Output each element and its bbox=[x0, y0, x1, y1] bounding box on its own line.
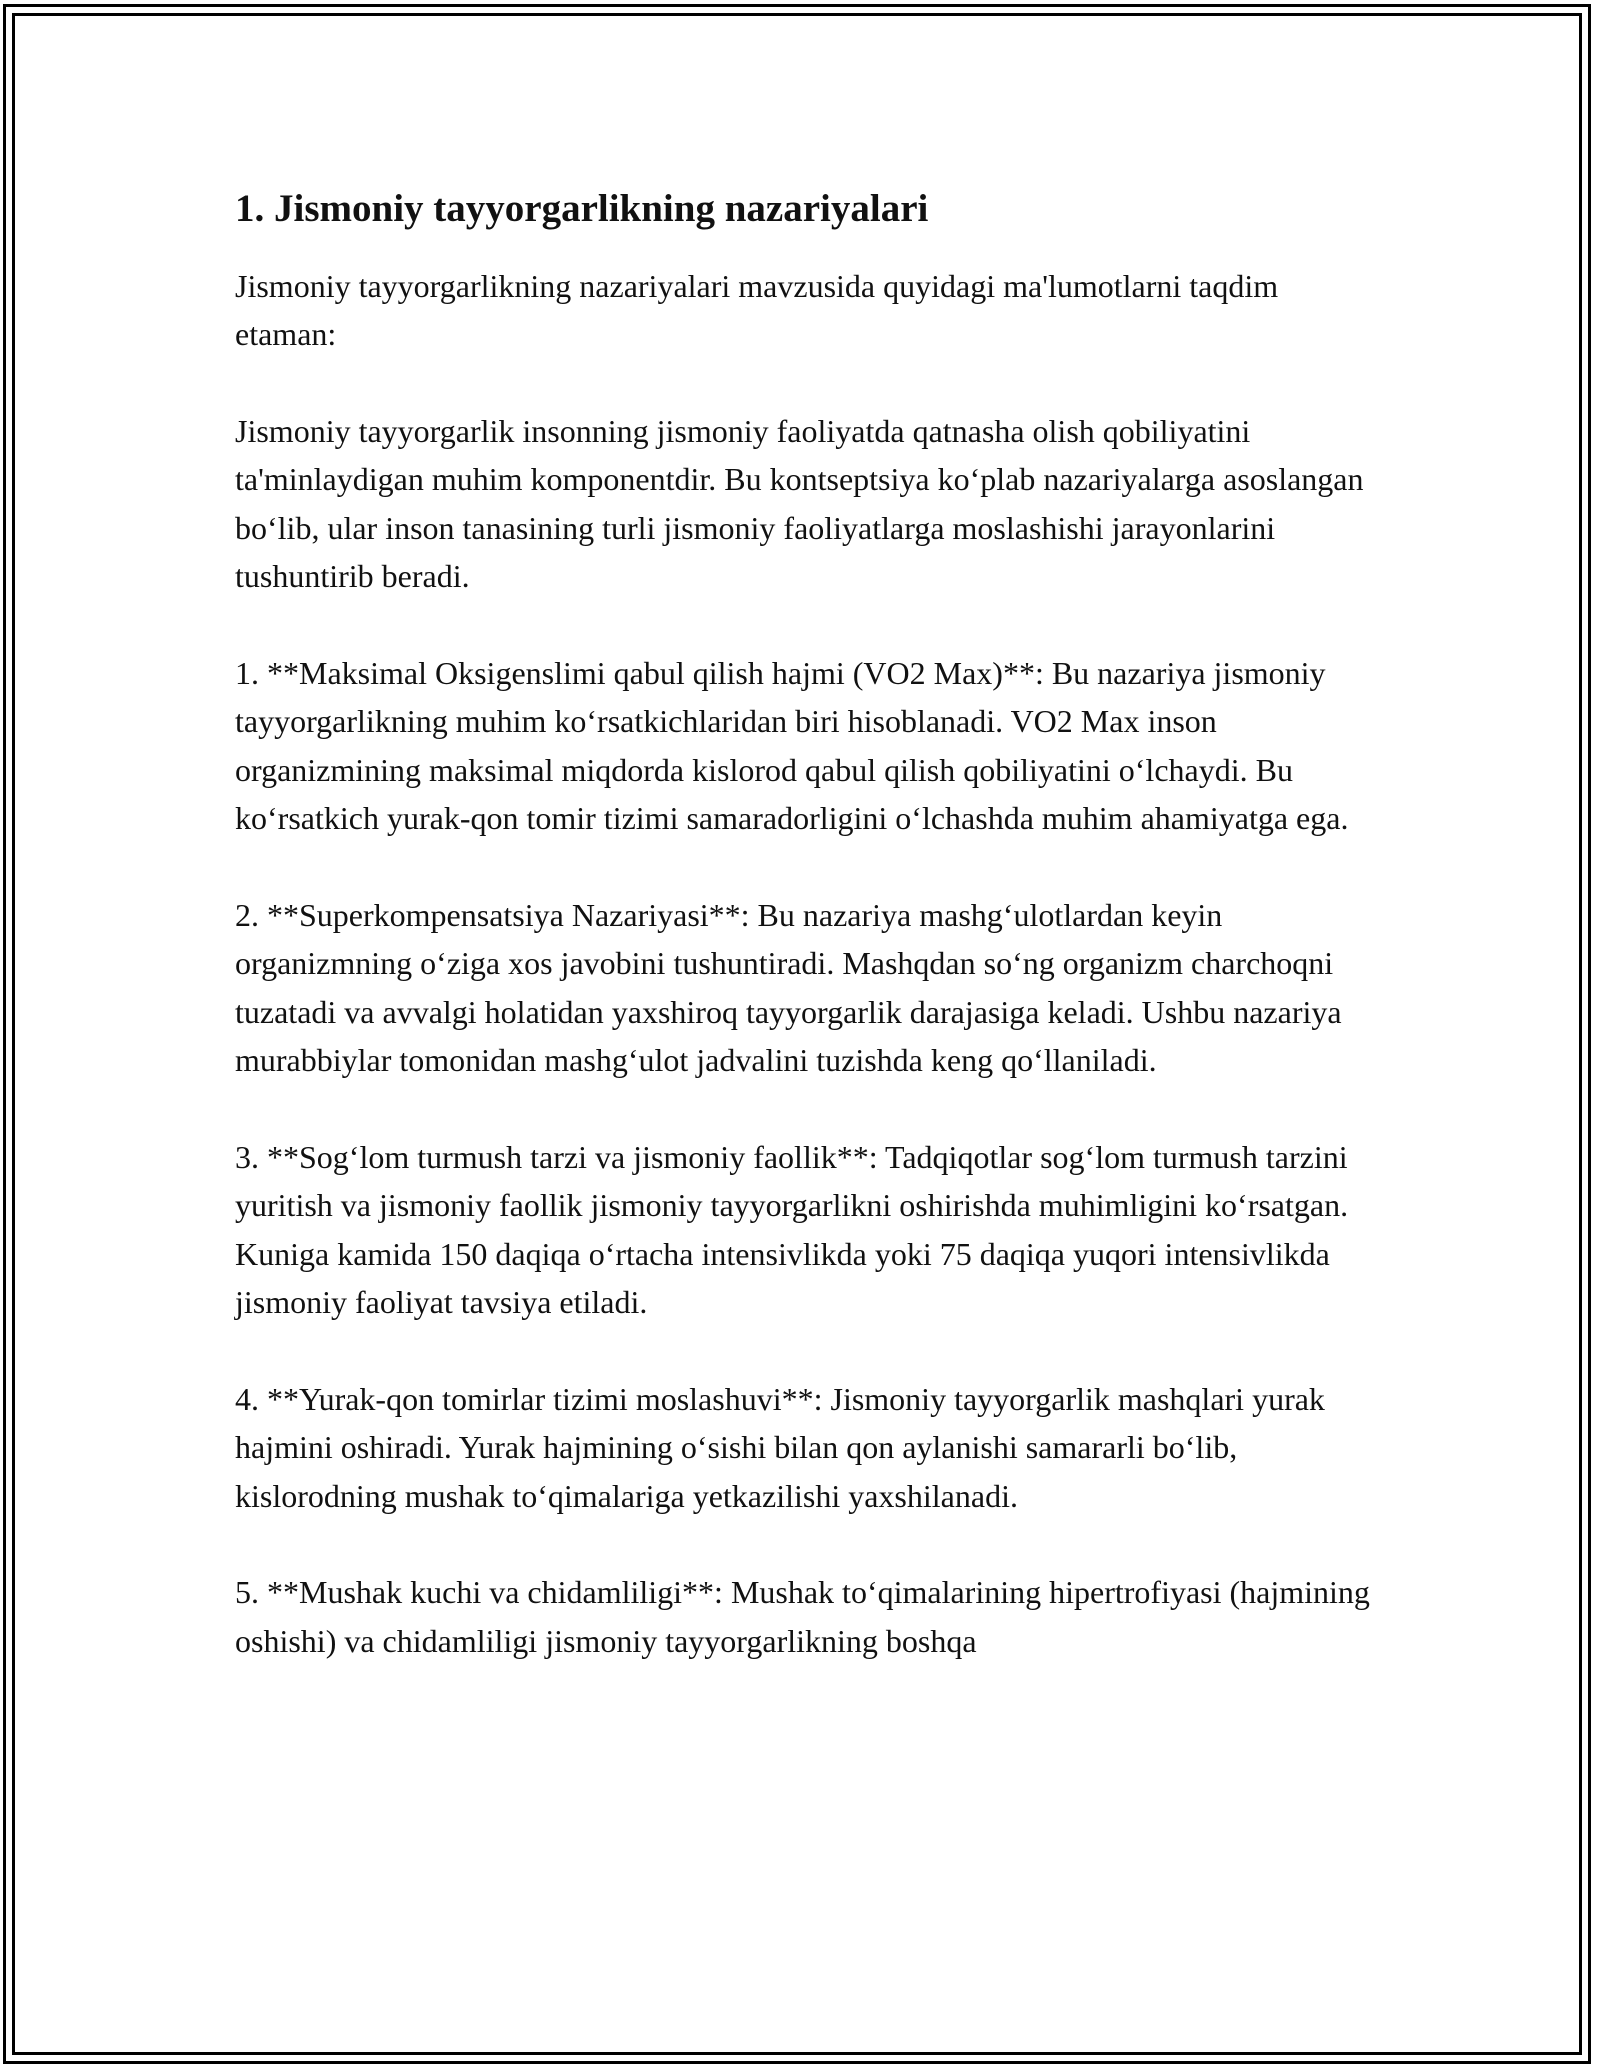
paragraph-item-3: 3. **Sogʻlom turmush tarzi va jismoniy faollik**: Tadqiqotlar sogʻlom turmush tarzini yuritish va jismoniy faollik jismoniy tayyorgarlikni oshirishda muhimligini koʻrsatgan. Kuniga kamida 150 daqiqa oʻrtacha intensivlikda yoki 75 daqiqa yuqori intensivlikda jismoniy faoliyat tavsiya etiladi. bbox=[235, 1138, 1349, 1321]
paragraph-item-2: 2. **Superkompensatsiya Nazariyasi**: Bu nazariya mashgʻulotlardan keyin organizmning oʻziga xos javobini tushuntiradi. Mashqdan soʻng organizm charchoqni tuzatadi va avvalgi holatidan yaxshiroq tayyorgarlik darajasiga keladi. Ushbu nazariya murabbiylar tomonidan mashgʻulot jadvalini tuzishda keng qoʻllaniladi. bbox=[235, 896, 1342, 1079]
paragraph-item-4: 4. **Yurak-qon tomirlar tizimi moslashuvi**: Jismoniy tayyorgarlik mashqlari yurak hajmini oshiradi. Yurak hajmining oʻsishi bilan qon aylanishi samararli boʻlib, kislorodning mushak toʻqimalariga yetkazilishi yaxshilanadi. bbox=[235, 1380, 1325, 1514]
paragraph-intro: Jismoniy tayyorgarlikning nazariyalari mavzusida quyidagi ma'lumotlarni taqdim etaman: bbox=[235, 267, 1279, 353]
document-title: 1. Jismoniy tayyorgarlikning nazariyalari bbox=[235, 187, 929, 230]
paragraph-item-5: 5. **Mushak kuchi va chidamliligi**: Mushak toʻqimalarining hipertrofiyasi (hajmining oshishi) va chidamliligi jismoniy tayyorgarlikning boshqa bbox=[235, 1574, 1370, 1659]
document-body bbox=[235, 185, 1375, 1713]
paragraph-item-1: 1. **Maksimal Oksigenslimi qabul qilish hajmi (VO2 Max)**: Bu nazariya jismoniy tayyorgarlikning muhim koʻrsatkichlaridan biri hisoblanadi. VO2 Max inson organizmining maksimal miqdorda kislorod qabul qilish qobiliyatini oʻlchaydi. Bu koʻrsatkich yurak-qon tomir tizimi samaradorligini oʻlchashda muhim ahamiyatga ega. bbox=[235, 654, 1349, 837]
paragraph-definition: Jismoniy tayyorgarlik insonning jismoniy faoliyatda qatnasha olish qobiliyatini ta'minlaydigan muhim komponentdir. Bu kontseptsiya koʻplab nazariyalarga asoslangan boʻlib, ular inson tanasining turli jismoniy faoliyatlarga moslashishi jarayonlarini tushuntirib beradi. bbox=[235, 412, 1364, 595]
